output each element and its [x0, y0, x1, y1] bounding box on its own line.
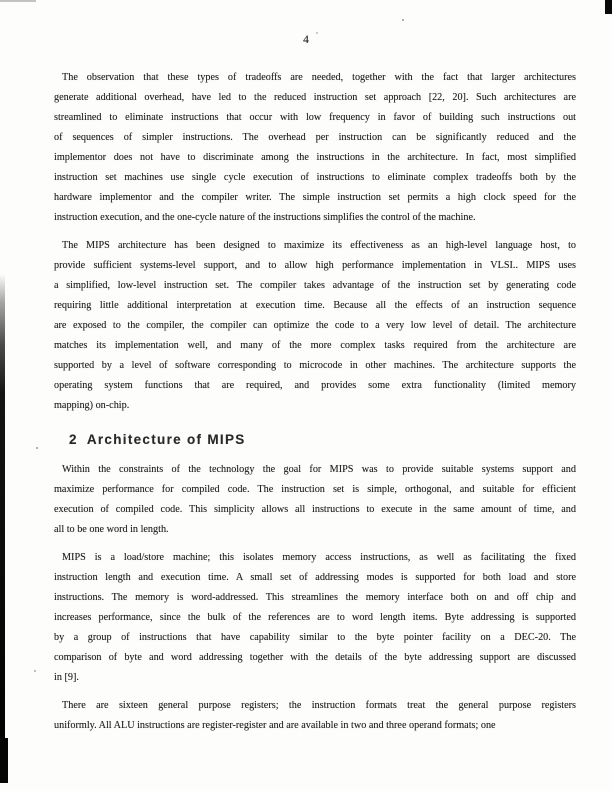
text-line: execution of compiled code. This simplicity allows all instructions to execute in the same amount of time, and [54, 504, 576, 515]
paragraph [54, 236, 576, 416]
text-line: The MIPS architecture has been designed to maximize its effectiveness as an high-level language host, to [62, 240, 576, 251]
text-line: The observation that these types of tradeoffs are needed, together with the fact that larger architectures [62, 72, 576, 83]
section-heading [69, 430, 576, 450]
text-line: of sequences of simpler instructions. The overhead per instruction can be significantly reduced and the [54, 132, 576, 143]
text-line: a simplified, low-level instruction set. The compiler takes advantage of the instruction set by generating code [54, 280, 576, 291]
text-line: supported by a level of software corresponding to microcode in other machines. The architecture supports the [54, 360, 576, 371]
text-line: implementor does not have to discriminate among the instructions in the architecture. In fact, most simplified [54, 152, 576, 163]
paragraph [54, 460, 576, 540]
paragraph [54, 696, 576, 736]
scan-speck [36, 447, 38, 449]
scan-artifact-left-edge-band [0, 274, 5, 783]
text-line: streamlined to eliminate instructions that occur with low frequency in favor of building such instructions out [54, 112, 576, 123]
text-line: MIPS is a load/store machine; this isolates memory access instructions, as well as facilitating the fixed [62, 552, 576, 563]
scan-speck [402, 19, 404, 21]
text-line: operating system functions that are required, and provides some extra functionality (limited memory [54, 380, 576, 391]
section-title: Architecture of MIPS [86, 432, 246, 447]
text-line: hardware implementor and the compiler writer. The simple instruction set permits a high clock speed for the [54, 192, 576, 203]
text-line: instruction length and execution time. A small set of addressing modes is supported for both load and store [54, 572, 576, 583]
scan-speck [34, 670, 36, 672]
page-content [54, 68, 576, 744]
text-line: maximize performance for compiled code. The instruction set is simple, orthogonal, and suitable for efficient [54, 484, 576, 495]
scan-artifact-left-edge-band-bottom [0, 738, 8, 783]
scan-artifact-top-left-streak [0, 0, 36, 2]
text-line: There are sixteen general purpose registers; the instruction formats treat the general purpose registers [62, 700, 576, 711]
section-number: 2 [69, 432, 78, 447]
text-line: instruction set machines use single cycle execution of instructions to eliminate complex tradeoffs both by the [54, 172, 576, 183]
text-line: mapping) on-chip. [54, 400, 130, 411]
text-line: uniformly. All ALU instructions are register-register and are available in two and three operand formats; one [54, 720, 496, 731]
paragraph [54, 68, 576, 228]
text-line: all to be one word in length. [54, 524, 169, 535]
page-number: 4 [303, 34, 309, 46]
scan-artifact-top-right-mark [605, 0, 612, 14]
text-line: provide sufficient systems-level support, and to allow high performance implementation in VLSI.. MIPS uses [54, 260, 576, 271]
text-line: generate additional overhead, have led to the reduced instruction set approach [22, 20]. Such architectures are [54, 92, 576, 103]
text-line: comparison of byte and word addressing together with the details of the byte addressing support are discussed [54, 652, 576, 663]
text-line: increases performance, since the bulk of the references are to word length items. Byte addressing is supported [54, 612, 576, 623]
text-line: are exposed to the compiler, the compiler can optimize the code to a very low level of detail. The architecture [54, 320, 576, 331]
text-line: instructions. The memory is word-addressed. This streamlines the memory interface both on and off chip and [54, 592, 576, 603]
text-line: by a group of instructions that have capability similar to the byte pointer facility on a DEC-20. The [54, 632, 576, 643]
text-line: instruction execution, and the one-cycle nature of the instructions simplifies the control of the machine. [54, 212, 476, 223]
paragraph [54, 548, 576, 688]
text-line: in [9]. [54, 672, 79, 683]
text-line: requiring little additional interpretation at execution time. Because all the effects of an instruction sequence [54, 300, 576, 311]
text-line: matches its implementation well, and many of the more complex tasks required from the architecture are [54, 340, 576, 351]
text-line: Within the constraints of the technology the goal for MIPS was to provide suitable systems support and [62, 464, 576, 475]
